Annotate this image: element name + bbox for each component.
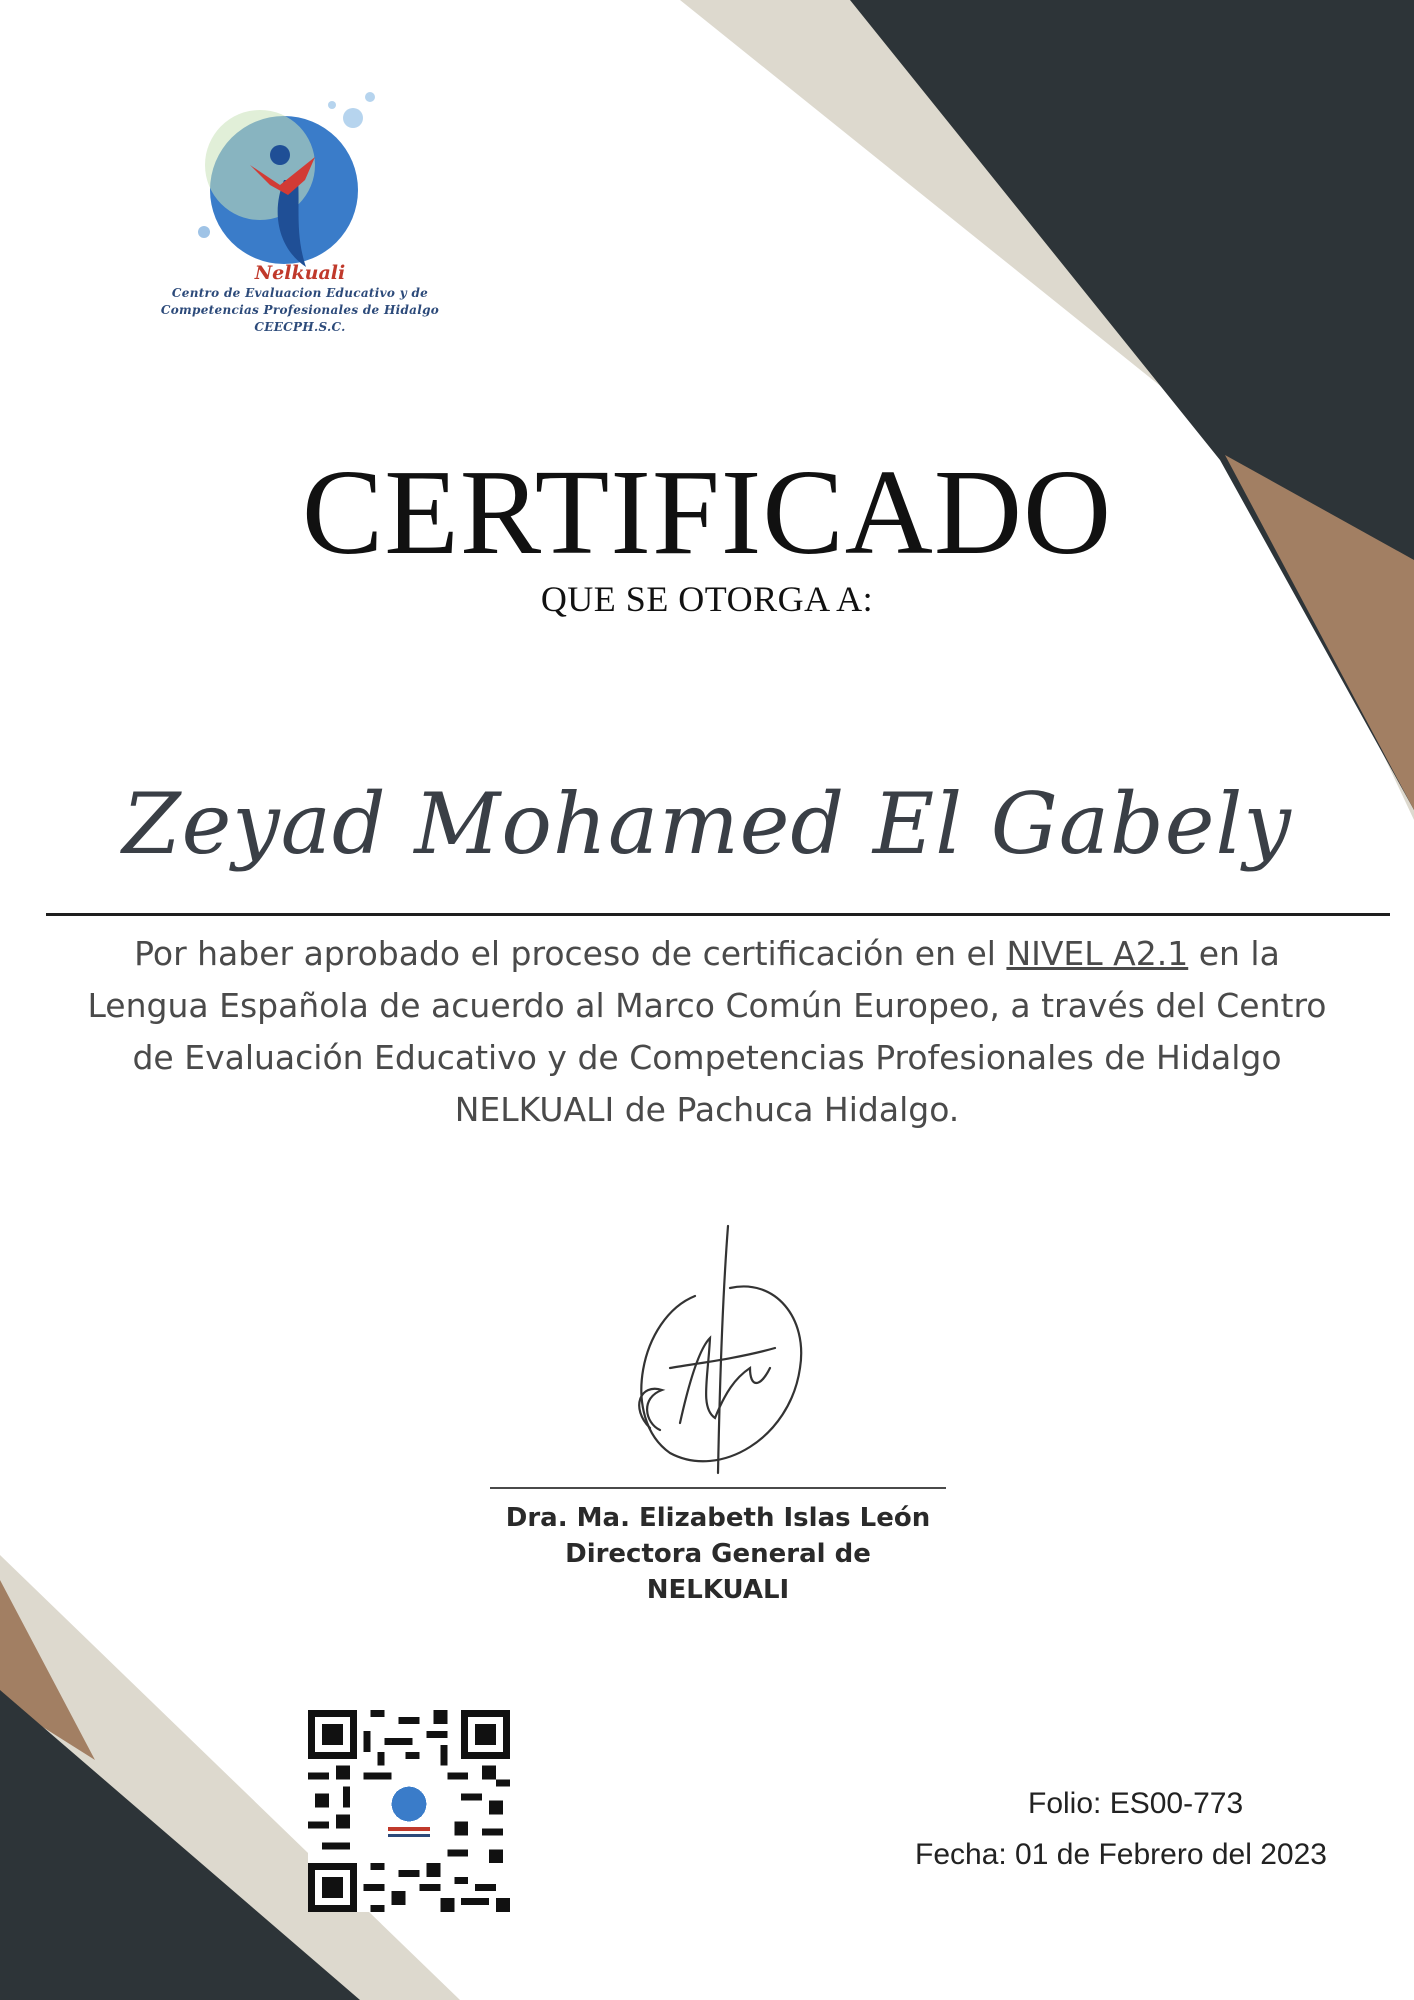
recipient-name: Zeyad Mohamed El Gabely [122,775,1292,873]
signer-organization: NELKUALI [646,1575,790,1605]
logo-subtitle: Centro de Evaluacion Educativo y de Competencias Profesionales de Hidalgo CEECPH.S.C. [160,286,440,334]
certificate-body [80,928,1334,1136]
signature-mark [600,1218,820,1478]
signer-name: Dra. Ma. Elizabeth Islas León [505,1503,931,1533]
logo-name: Nelkuali [254,262,346,284]
signature-line [490,1487,946,1489]
certificate-title: CERTIFICADO [301,445,1113,580]
certificate-subtitle: QUE SE OTORGA A: [540,579,874,619]
qr-code [308,1710,510,1912]
name-underline [46,913,1390,916]
body-text-after-level: en la Lengua Española de acuerdo al Marco Común Europeo, a través del Centro de Evaluación Educativo y de Competencias Profesionales de Hidalgo NELKUALI de Pachuca Hidalgo. [87,934,1327,1129]
folio-number: Folio: ES00-773 [1028,1787,1244,1820]
issue-date: Fecha: 01 de Febrero del 2023 [915,1838,1327,1871]
level-label: NIVEL A2.1 [1006,934,1189,973]
signer-role: Directora General de [565,1539,871,1569]
body-text-before-level: Por haber aprobado el proceso de certificación en el [134,934,1007,973]
signer-block [440,1500,996,1608]
